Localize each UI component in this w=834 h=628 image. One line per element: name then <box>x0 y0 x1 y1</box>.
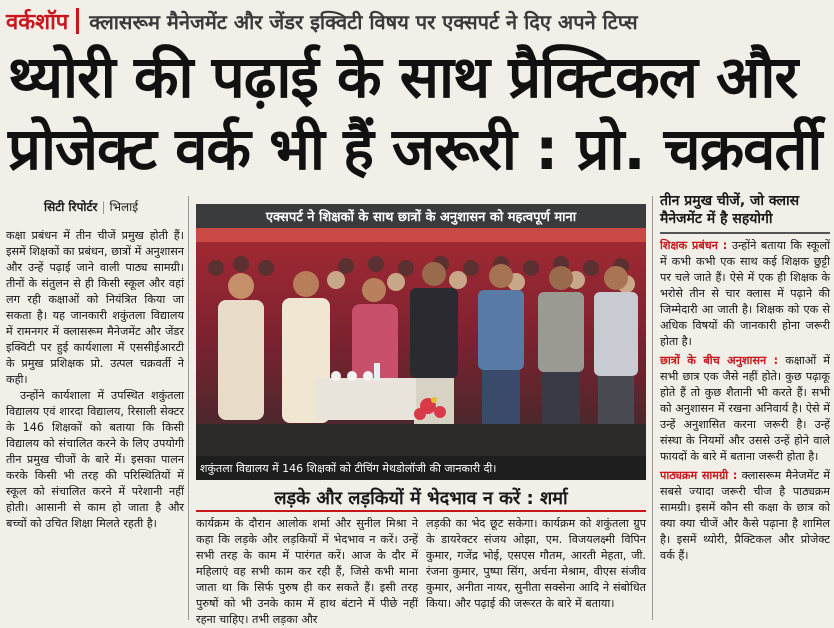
second-story-rule <box>196 510 646 512</box>
headline-line-1: थ्योरी की पढ़ाई के साथ प्रैक्टिकल और <box>8 43 798 111</box>
kicker-row <box>6 4 828 38</box>
column-rule-right <box>652 196 653 620</box>
sidebar-keyword: छात्रों के बीच अनुशासन : <box>660 354 779 367</box>
second-story-column-2 <box>426 516 646 612</box>
byline-place: भिलाई <box>109 200 139 214</box>
kicker-text: क्लासरूम मैनेजमेंट और जेंडर इक्विटी विषय पर एक्सपर्ट ने दिए अपने टिप्स <box>89 9 638 34</box>
photo-caption-top: एक्सपर्ट ने शिक्षकों के साथ छात्रों के अनुशासन को महत्वपूर्ण माना <box>196 204 646 228</box>
left-paragraph-1: कक्षा प्रबंधन में तीन चीजें प्रमुख होती हैं। इसमें शिक्षकों का प्रबंधन, छात्रों में अनुशासन और उन्हें पढ़ाई जाने वाली पाठ्य सामग्री। तीनों के संतुलन से ही किसी स्कूल और वहां लग रही कक्षाओं को नियंत्रित किया जा सकता है। यह जानकारी शकुंतला विद्यालय में रामनगर में क्लासरूम मैनेजमेंट और जेंडर इक्विटी पर हुई कार्यशाला में एससीईआरटी के प्रमुख प्रशिक्षक प्रो. उत्पल चक्रवर्ती ने कही। <box>6 229 184 386</box>
sidebar-rule <box>660 232 830 234</box>
sidebar-item <box>660 353 830 465</box>
workshop-photo <box>196 228 646 456</box>
column-rule-left <box>188 196 189 620</box>
byline-separator: | <box>101 200 106 214</box>
section-divider <box>76 8 79 34</box>
byline-reporter: सिटी रिपोर्टर <box>44 200 98 214</box>
second-story-text-2: लड़की का भेद छूट सकेगा। कार्यक्रम को शकुंतला ग्रुप के डायरेक्टर संजय ओझा, एम. विजयलक्ष्मी विपिन कुमार, गजेंद्र भोई, एसएस गौतम, आरती मेहता, जी. रंजना कुमार, पुष्पा सिंग, अर्चना मेश्राम, वीएस संजीव कुमार, अनीता नायर, सुनीता सक्सेना आदि ने संबोधित किया। और पढ़ाई की जरूरत के बारे में बताया। <box>426 517 646 610</box>
sidebar-keyword: पाठ्यक्रम सामग्री : <box>660 469 738 482</box>
photo-caption-bottom: शकुंतला विद्यालय में 146 शिक्षकों को टीचिंग मेथडोलॉजी की जानकारी दी। <box>196 456 646 480</box>
sidebar-title: तीन प्रमुख चीजें, जो क्लास मैनेजमेंट में है सहयोगी <box>660 193 800 227</box>
sidebar-keyword: शिक्षक प्रबंधन : <box>660 239 728 252</box>
sidebar-item <box>660 468 830 564</box>
sidebar-text: कक्षाओं में सभी छात्र एक जैसे नहीं होते। कुछ पढ़ाकू होते हैं तो कुछ शैतानी भी करते हैं। सभी को अनुशासन में रखना अनिवार्य है। ऐसे में उन्हें अनुशासित करना जरूरी है। उन्हें संस्था के नियमों और उससे उन्हें होने वाले फायदों के बारे में बताना जरूरी होता है। <box>660 354 830 463</box>
headline-line-2: प्रोजेक्ट वर्क भी हैं जरूरी : प्रो. चक्रवर्ती <box>8 115 822 183</box>
second-story-text-1: कार्यक्रम के दौरान आलोक शर्मा और सुनील मिश्रा ने कहा कि लड़के और लड़कियों में भेदभाव न करें। उन्हें सभी तरह के काम में पारंगत करें। आज के दौर में महिलाएं वह सभी काम कर रही हैं, जिसे कभी माना जाता था कि सिर्फ पुरुष ही कर सकते हैं। इसी तरह पुरुषों को भी उनके काम में हाथ बंटाने में पीछे नहीं रहना चाहिए। तभी लड़का और <box>196 517 418 626</box>
workshop-photo-illustration <box>196 228 646 456</box>
second-story-headline: लड़के और लड़कियों में भेदभाव न करें : शर्मा <box>274 488 568 509</box>
left-column <box>6 228 184 532</box>
section-label: वर्कशॉप <box>6 10 69 35</box>
byline <box>44 198 138 215</box>
sidebar-text: उन्होंने बताया कि स्कूलों में कभी कभी एक साथ कई शिक्षक छुट्टी पर चले जाते हैं। ऐसे में एक ही शिक्षक के भरोसे तीन से चार क्लास में पढ़ाने की जिम्मेदारी आ जाती है। शिक्षक को एक से अधिक विषयों की जानकारी होना जरूरी होता है। <box>660 239 830 348</box>
left-paragraph-2: उन्होंने कार्यशाला में उपस्थित शकुंतला विद्यालय एवं शारदा विद्यालय, रिसाली सेक्टर के 146 शिक्षकों को बताया कि किसी विद्यालय को संचालित करने के लिए उपयोगी तीन प्रमुख चीजों के बारे में। इसका पालन करके किसी भी तरह की परिस्थितियों में स्कूल को संचालित करने में परेशानी नहीं होती। आसानी से काम हो जाता है और बच्चों को उचित शिक्षा मिलते रहती है। <box>6 389 184 530</box>
sidebar-column <box>660 238 830 567</box>
second-story-column-1 <box>196 516 418 628</box>
sidebar-item <box>660 238 830 350</box>
sidebar-text: क्लासरूम मैनेजमेंट में सबसे ज्यादा जरूरी चीज है पाठ्यक्रम सामग्री। इसमें कौन सी कक्षा के छात्र को क्या क्या चीजें और कैसे पढ़ाना है शामिल है। इसमें थ्योरी, प्रैक्टिकल और प्रोजेक्ट वर्क हैं। <box>660 469 830 562</box>
